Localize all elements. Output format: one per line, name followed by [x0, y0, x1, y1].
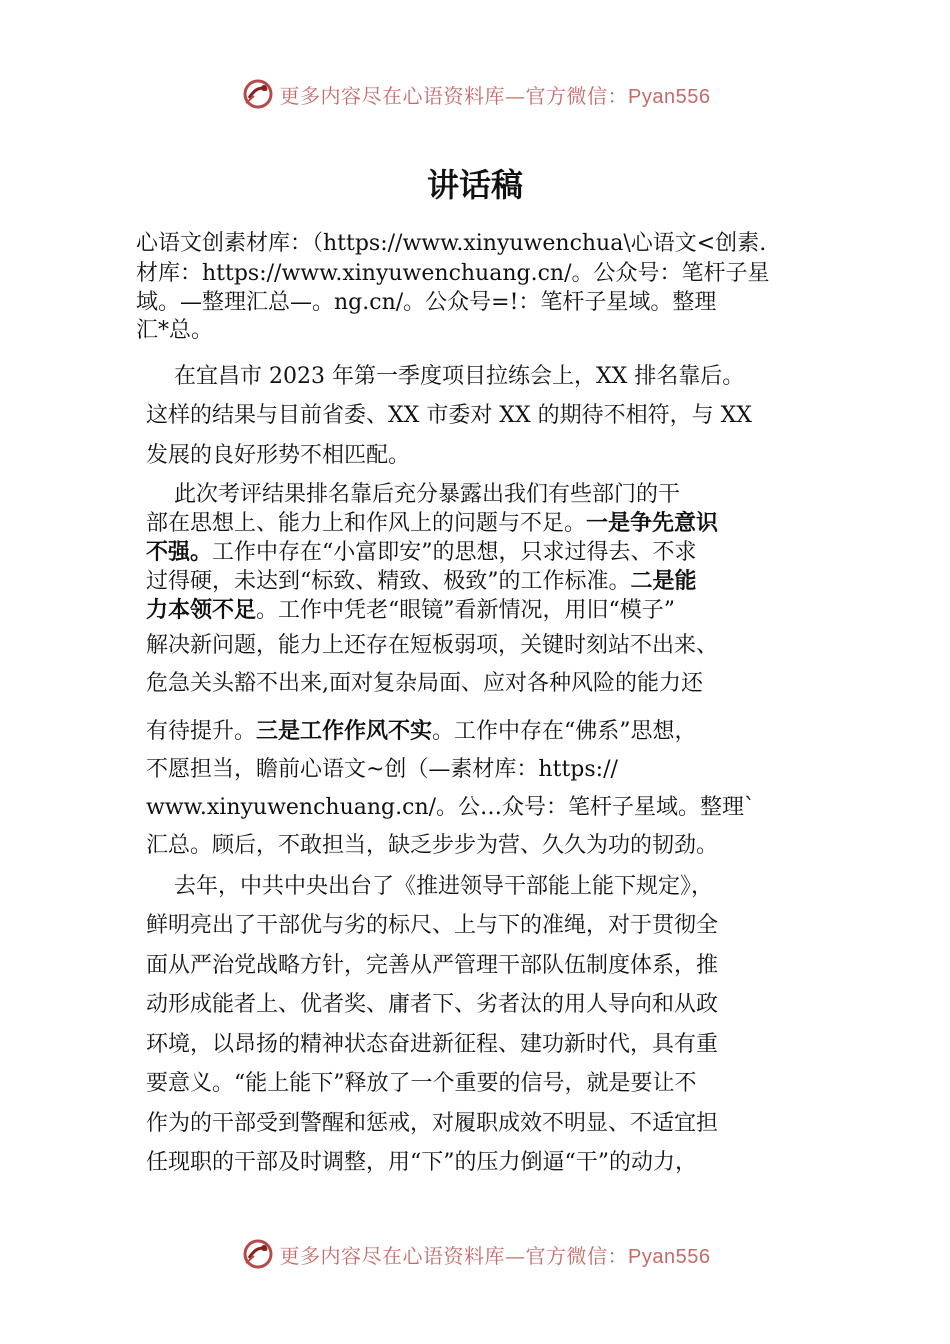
- text-line: 面从严治党战略方针，完善从严管理干部队伍制度体系，推: [146, 953, 719, 978]
- header-banner: [0, 76, 950, 112]
- text-line: 不强。工作中存在“小富即安”的思想，只求过得去、不求: [146, 540, 697, 565]
- text-line: 鲜明亮出了干部优与劣的标尺、上与下的准绳，对于贯彻全: [146, 913, 719, 938]
- text-line: 要意义。“能上能下”释放了一个重要的信号，就是要让不: [146, 1071, 697, 1096]
- brand-logo-icon: [240, 76, 276, 112]
- text-line: 心语文创素材库：（https://www.xinyuwenchua\心语文<创素.: [136, 231, 767, 256]
- text-line: 动形成能者上、优者奖、庸者下、劣者汰的用人导向和从政: [146, 992, 719, 1017]
- emphasis-point-2-end: 力本领不足: [146, 598, 257, 623]
- text-line: 力本领不足。工作中凭老“眼镜”看新情况，用旧“模子”: [146, 598, 676, 623]
- text-line: 域。—整理汇总—。ng.cn/。公众号=!：笔杆子星域。整理: [136, 290, 717, 315]
- text-line: 过得硬，未达到“标致、精致、极致”的工作标准。二是能: [146, 569, 697, 594]
- emphasis-point-3: 三是工作作风不实: [256, 719, 433, 744]
- text-line: 作为的干部受到警醒和惩戒，对履职成效不明显、不适宜担: [146, 1111, 719, 1136]
- brand-logo-icon: [240, 1236, 276, 1272]
- emphasis-point-1-end: 不强。: [146, 540, 213, 565]
- wechat-id: Pyan556: [628, 85, 711, 108]
- text-line: 材库：https://www.xinyuwenchuang.cn/。公众号：笔杆子星: [136, 261, 770, 286]
- text-line: 发展的良好形势不相匹配。: [146, 443, 411, 468]
- text-line: 汇总。顾后，不敢担当，缺乏步步为营、久久为功的韧劲。: [146, 833, 719, 858]
- text-line: 环境，以昂扬的精神状态奋进新征程、建功新时代，具有重: [146, 1032, 719, 1057]
- text-line: 解决新问题，能力上还存在短板弱项，关键时刻站不出来、: [146, 633, 719, 658]
- text-line: 任现职的干部及时调整，用“下”的压力倒逼“干”的动力，: [146, 1150, 697, 1175]
- banner-text: 更多内容尽在心语资料库—官方微信：Pyan556: [279, 1243, 711, 1268]
- text-line: 有待提升。三是工作作风不实。工作中存在“佛系”思想，: [146, 719, 697, 744]
- footer-banner: [0, 1236, 950, 1272]
- text-line: 此次考评结果排名靠后充分暴露出我们有些部门的干: [146, 482, 680, 507]
- text-line: 部在思想上、能力上和作风上的问题与不足。一是争先意识: [146, 511, 719, 536]
- text-line: 不愿担当，瞻前心语文~创（—素材库：https://: [146, 757, 618, 782]
- wechat-id: Pyan556: [628, 1245, 711, 1268]
- text-line: www.xinyuwenchuang.cn/。公…众号：笔杆子星域。整理`: [146, 795, 756, 820]
- text-line: 汇*总。: [136, 318, 214, 343]
- text-line: 在宜昌市 2023 年第一季度项目拉练会上，XX 排名靠后。: [146, 364, 745, 389]
- text-line: 危急关头豁不出来,面对复杂局面、应对各种风险的能力还: [146, 671, 703, 696]
- text-line: 这样的结果与目前省委、XX 市委对 XX 的期待不相符，与 XX: [146, 403, 752, 428]
- page-title: 讲话稿: [426, 166, 523, 204]
- emphasis-point-1: 一是争先意识: [586, 511, 719, 536]
- text-line: 去年，中共中央出台了《推进领导干部能上能下规定》，: [146, 874, 713, 899]
- emphasis-point-2: 二是能: [630, 569, 697, 594]
- banner-text: 更多内容尽在心语资料库—官方微信：Pyan556: [279, 83, 711, 108]
